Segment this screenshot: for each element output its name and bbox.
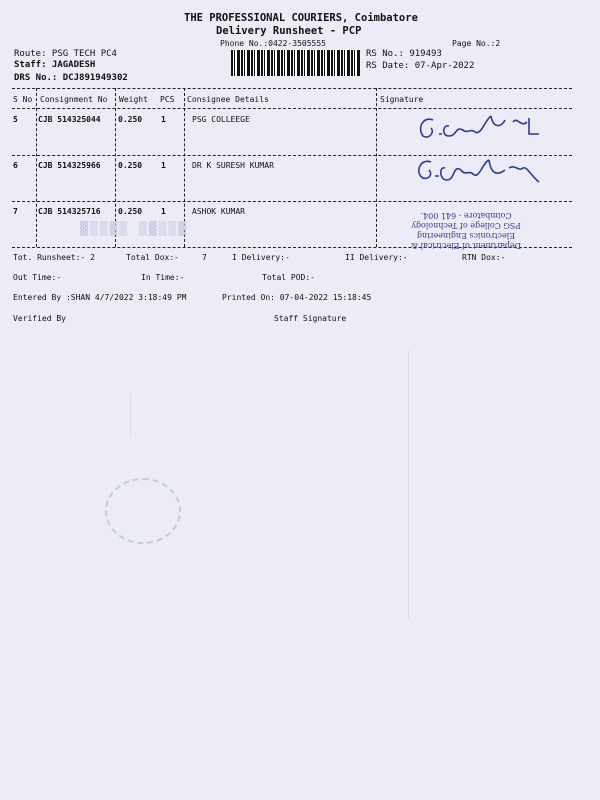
page-number: Page No.:2 (452, 39, 501, 48)
barcode (231, 50, 360, 76)
header-sno: S No (13, 95, 33, 104)
stamp-line: Coimbatore - 641 004. (420, 211, 512, 220)
row-pcs: 1 (161, 161, 166, 170)
col-divider (376, 88, 377, 247)
faint-stamp-remnant: ▓▒▒▓▒ ▒▓▒▒▓ (80, 222, 189, 237)
i-delivery: I Delivery:- (232, 253, 290, 262)
row-sno: 7 (13, 207, 18, 216)
rs-number: RS No.: 919493 (366, 49, 442, 59)
route: Route: PSG TECH PC4 (14, 49, 117, 59)
entered-by: Entered By :SHAN 4/7/2022 3:18:49 PM (13, 293, 187, 302)
signature-row-5 (405, 106, 555, 146)
row-weight: 0.250 (118, 207, 143, 216)
rtn-dox: RTN Dox:- (462, 253, 506, 262)
phone-number: Phone No.:0422-3505555 (220, 39, 326, 48)
row-weight: 0.250 (118, 115, 143, 124)
signature-row-6 (405, 152, 555, 192)
in-time: In Time:- (141, 273, 185, 282)
printed-on: Printed On: 07-04-2022 15:18:45 (222, 293, 372, 302)
row-pcs: 1 (161, 115, 166, 124)
row-consignee: PSG COLLEEGE (192, 115, 250, 124)
out-time: Out Time:- (13, 273, 62, 282)
ii-delivery: II Delivery:- (345, 253, 408, 262)
total-runsheet: Tot. Runsheet:- 2 (13, 253, 95, 262)
rs-date: RS Date: 07-Apr-2022 (366, 61, 475, 71)
row-weight: 0.250 (118, 161, 143, 170)
row-consignment: CJB 514325966 (38, 161, 101, 170)
row-consignment: CJB 514325044 (38, 115, 101, 124)
row-sno: 5 (13, 115, 18, 124)
row-consignee: ASHOK KUMAR (192, 207, 245, 216)
row-sno: 6 (13, 161, 18, 170)
scan-artifact-line (130, 395, 131, 435)
document-title: Delivery Runsheet - PCP (216, 25, 362, 37)
total-dox-value: 7 (202, 253, 207, 262)
row-consignee: DR K SURESH KUMAR (192, 161, 274, 170)
col-divider (36, 88, 37, 247)
verified-by: Verified By (13, 314, 66, 323)
company-name: THE PROFESSIONAL COURIERS, Coimbatore (184, 12, 418, 24)
row-consignment: CJB 514325716 (38, 207, 101, 216)
staff-signature: Staff Signature (274, 314, 347, 323)
drs-number: DRS No.: DCJ891949302 (14, 73, 128, 83)
header-consignment: Consignment No (40, 95, 108, 104)
stamp-line: Electronics Engineering (416, 231, 516, 240)
scan-artifact-line (408, 350, 409, 620)
total-dox-label: Total Dox:- (126, 253, 179, 262)
department-stamp (396, 202, 536, 250)
faint-round-stamp (105, 478, 181, 544)
stamp-line: Department of Electrical & (410, 241, 522, 250)
header-pcs: PCS (160, 95, 175, 104)
stamp-line: PSG College of Technology (411, 221, 521, 230)
table-top-rule (12, 88, 572, 89)
header-consignee: Consignee Details (187, 95, 269, 104)
staff: Staff: JAGADESH (14, 60, 96, 70)
total-pod: Total POD:- (262, 273, 315, 282)
row-pcs: 1 (161, 207, 166, 216)
header-signature: Signature (380, 95, 424, 104)
header-weight: Weight (119, 95, 148, 104)
